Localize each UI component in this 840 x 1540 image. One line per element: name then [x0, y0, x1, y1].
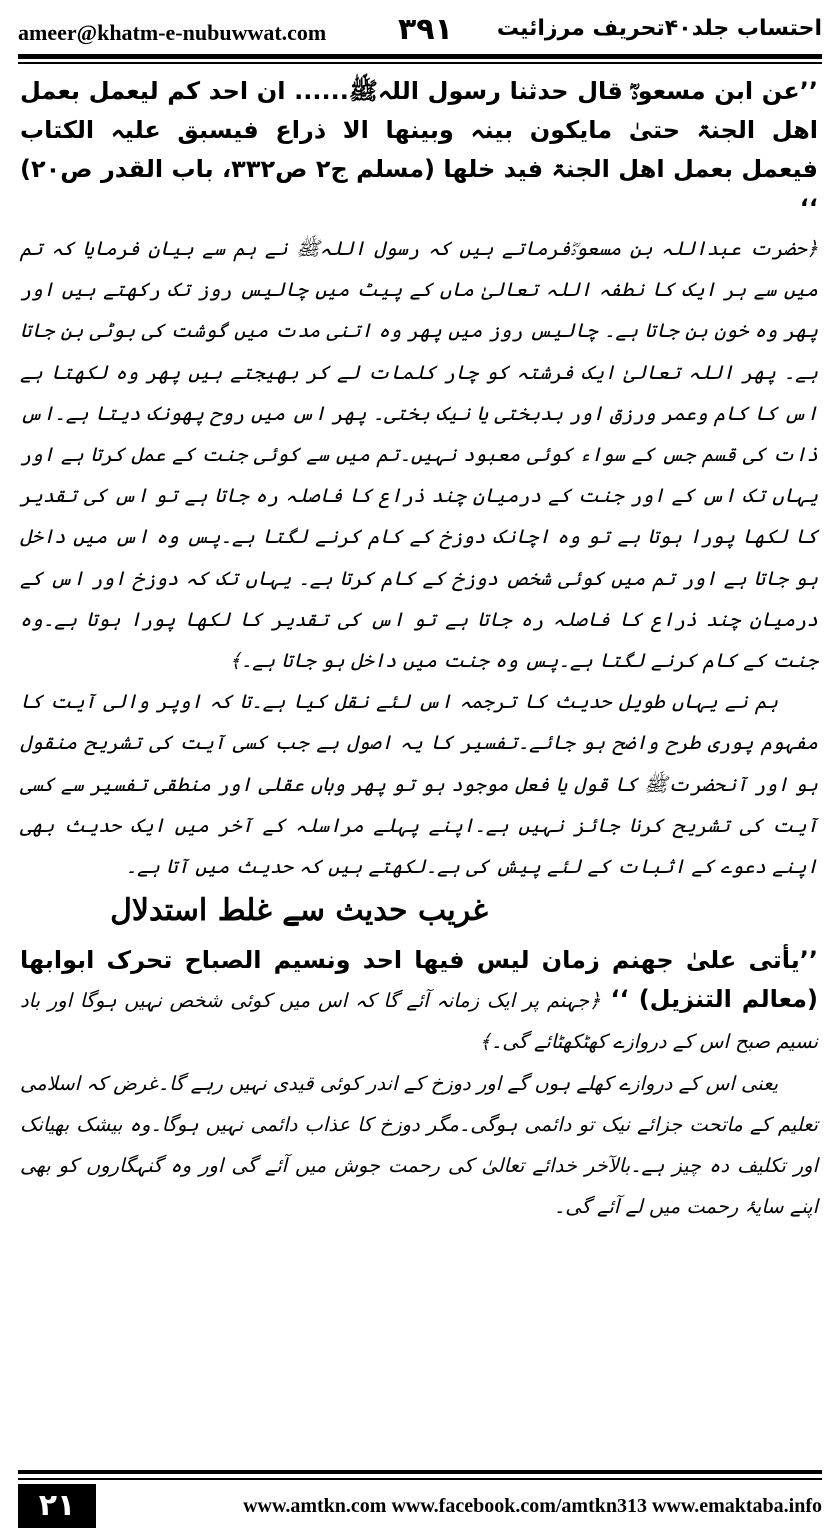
quote-translation: ﴿جہنم پر ایک زمانہ آئے گا کہ اس میں کوئی شخص نہیں ہوگا اور باد نسیم صبح اس کے دروازے کھٹکھٹائے گی۔﴾ [20, 989, 818, 1054]
footer-rule-thick [18, 1470, 822, 1474]
footer-rule-thin [18, 1478, 822, 1480]
page-header [18, 8, 822, 48]
arabic-quote-text: ’’یأتی علیٰ جھنم زمان لیس فیھا احد ونسیم الصباح تحرک ابوابھا (معالم التنزیل) ‘‘ [20, 946, 818, 1014]
header-book-title: احتساب جلد۴۰تحریف مرزائیت [496, 16, 822, 41]
page-content [20, 72, 818, 1227]
footer-page-badge: ۲۱ [18, 1484, 96, 1528]
hadith-translation-paragraph: ﴿حضرت عبداللہ بن مسعودؓفرماتے ہیں کہ رسول اللہﷺ نے ہم سے بیان فرمایا کہ تم میں سے ہر ایک کا نطفہ اللہ تعالیٰ ماں کے پیٹ میں چالیس روز تک رکھتے ہیں اور پھر وہ خون بن جاتا ہے۔ چالیس روز میں پھر وہ اتنی مدت میں گوشت کی بوٹی بن جاتا ہے۔ پھر اللہ تعالیٰ ایک فرشتہ کو چار کلمات لے کر بھیجتے ہیں پھر وہ لکھتا ہے اس کا کام وعمر ورزق اور بدبختی یا نیک بختی۔ پھر اس میں روح پھونک دیتا ہے۔اس ذات کی قسم جس کے سواء کوئی معبود نہیں۔تم میں سے کوئی جنت کے عمل کرتا ہے اور یہاں تک اس کے اور جنت کے درمیان چند ذراع کا فاصلہ رہ جاتا ہے تو اس کی تقدیر کا لکھا پورا ہوتا ہے تو وہ اچانک دوزخ کے کام کرنے لگتا ہے۔پس وہ اس میں داخل ہو جاتا ہے اور تم میں کوئی شخص دوزخ کے کام کرتا ہے۔ یہاں تک کہ دوزخ اور اس کے درمیان چند ذراع کا فاصلہ رہ جاتا ہے تو اس کی تقدیر کا لکھا پورا ہوتا ہے۔وہ جنت کے کام کرنے لگتا ہے۔پس وہ جنت میں داخل ہو جاتا ہے۔﴾ [20, 237, 818, 673]
arabic-hadith: ’’عن ابن مسعودؓ قال حدثنا رسول اللہﷺ...... ان احد کم لیعمل بعمل اھل الجنۃ حتیٰ مایکون بینہ وبینھا الا ذراع فیسبق علیہ الکتاب فیعمل بعمل اھل الجنۃ فید خلھا (مسلم ج۲ ص۳۳۲، باب القدر ص۲۰) ‘‘ [20, 77, 818, 222]
closing-paragraph: یعنی اس کے دروازے کھلے ہوں گے اور دوزخ کے اندر کوئی قیدی نہیں رہے گا۔غرض کہ اسلامی تعلیم کے ماتحت جزائے نیک تو دائمی ہوگی۔مگر دوزخ کا عذاب دائمی نہیں ہوگا۔وہ بیشک بھیانک اور تکلیف دہ چیز ہے۔بالآخر خدائے تعالیٰ کی رحمت جوش میں آئے گی اور وہ گنہگاروں کو بھی اپنے سایۂ رحمت میں لے آئے گی۔ [20, 1071, 818, 1219]
header-page-number: ۳۹۱ [398, 12, 453, 47]
arabic-quote [20, 941, 818, 1062]
section-heading: غریب حدیث سے غلط استدلال [110, 893, 488, 929]
header-rule-thin [18, 62, 822, 64]
header-rule-thick [18, 54, 822, 59]
commentary-paragraph: ہم نے یہاں طویل حدیث کا ترجمہ اس لئے نقل کیا ہے۔تا کہ اوپر والی آیت کا مفہوم پوری طرح واضح ہو جائے۔تفسیر کا یہ اصول ہے جب کسی آیت کی تشریح منقول ہو اور آنحضرتﷺ کا قول یا فعل موجود ہو تو پھر وہاں عقلی اور منطقی تفسیر سے کسی آیت کی تشریح کرنا جائز نہیں ہے۔اپنے پہلے مراسلہ کے آخر میں ایک حدیث بھی اپنے دعوے کے اثبات کے لئے پیش کی ہے۔لکھتے ہیں کہ حدیث میں آتا ہے۔ [20, 690, 818, 879]
footer-links: www.amtkn.com www.facebook.com/amtkn313 www.emaktaba.info [243, 1495, 822, 1517]
header-email: ameer@khatm-e-nubuwwat.com [18, 20, 327, 45]
